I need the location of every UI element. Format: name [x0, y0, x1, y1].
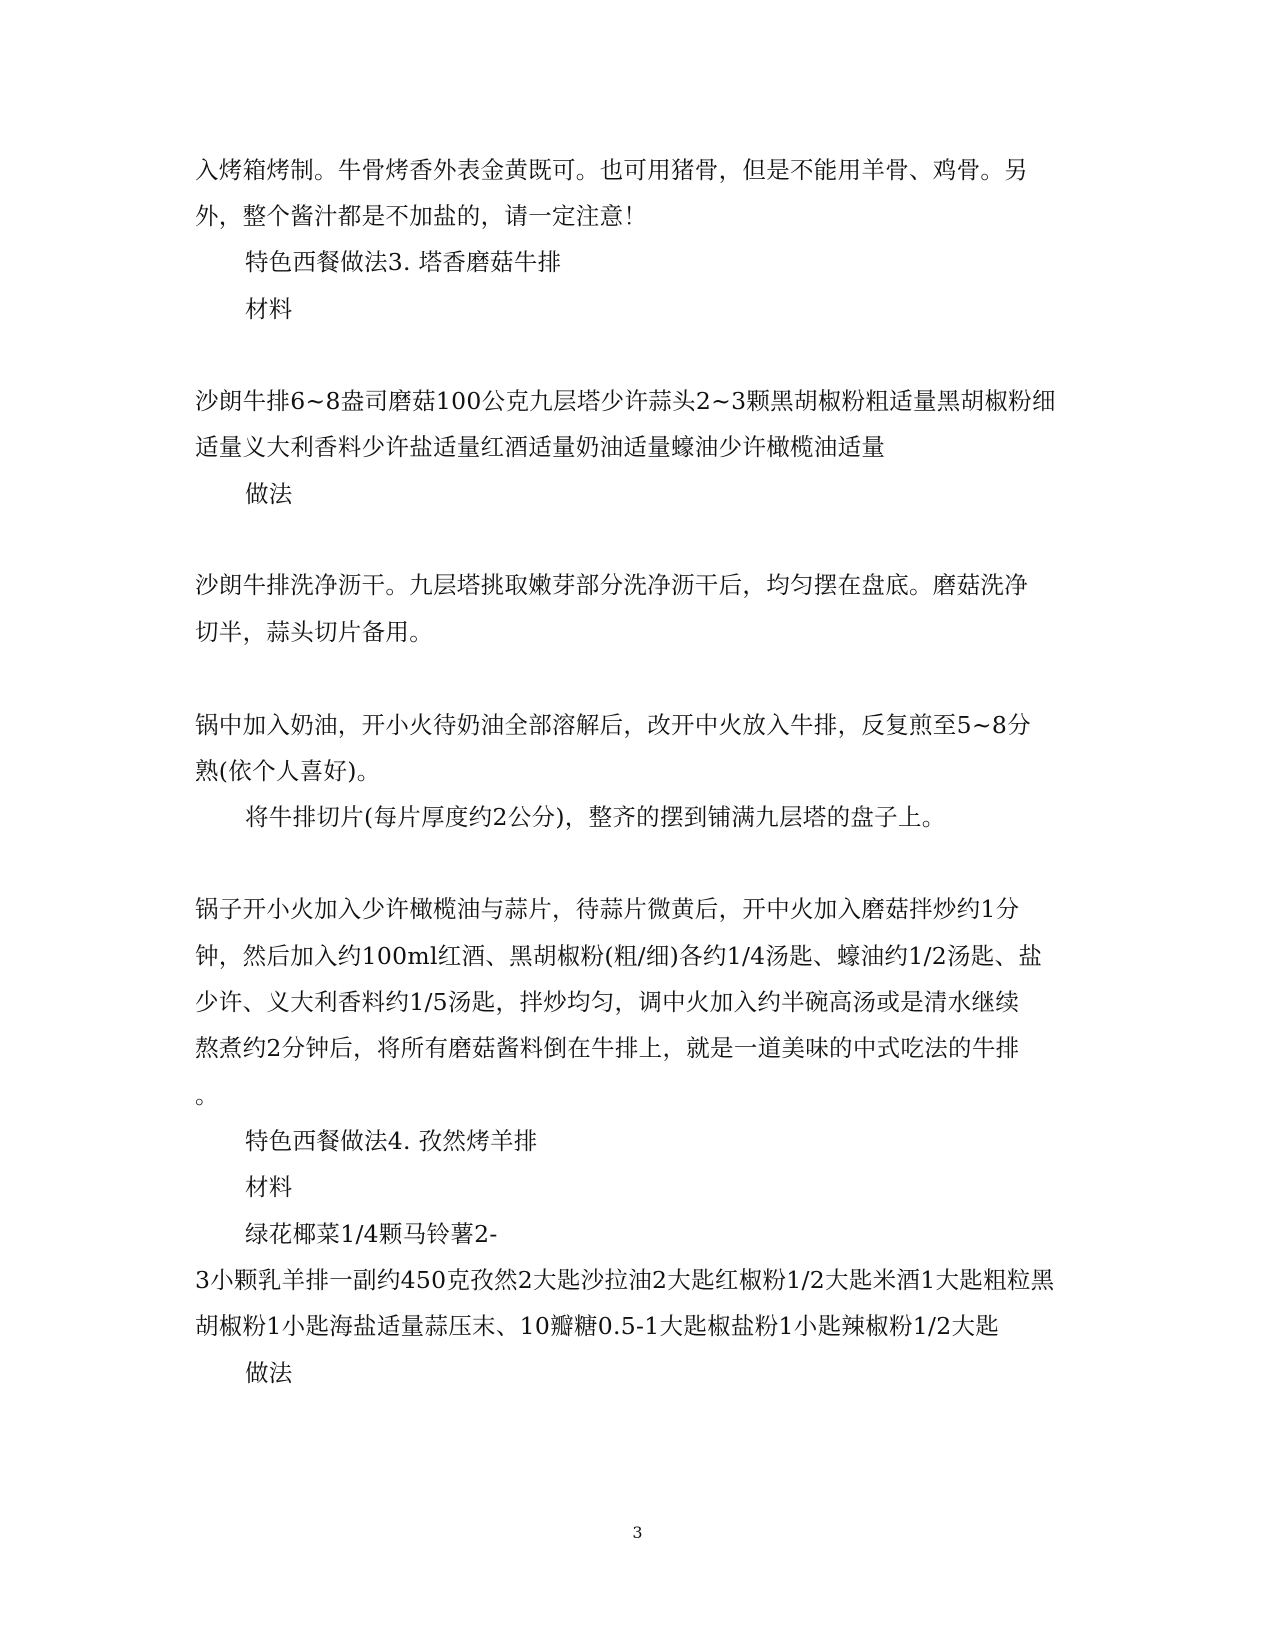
subsection-heading: 做法: [245, 1359, 293, 1387]
subsection-heading: 做法: [245, 480, 293, 508]
subsection-heading: 材料: [245, 1173, 293, 1201]
subsection-heading: 材料: [245, 295, 293, 323]
step-text-line: 熟(依个人喜好)。: [195, 757, 381, 785]
page-number: 3: [632, 1523, 643, 1542]
ingredients-line: 沙朗牛排6~8盎司磨菇100公克九层塔少许蒜头2~3颗黑胡椒粉粗适量黑胡椒粉细: [195, 387, 1056, 415]
step-text-line: 锅子开小火加入少许橄榄油与蒜片，待蒜片微黄后，开中火加入磨菇拌炒约1分: [195, 895, 1020, 923]
step-text-line: 钟，然后加入约100ml红酒、黑胡椒粉(粗/细)各约1/4汤匙、蠔油约1/2汤匙、盐: [195, 942, 1043, 970]
step-text-line: 。: [195, 1081, 219, 1109]
ingredients-line: 适量义大利香料少许盐适量红酒适量奶油适量蠔油少许橄榄油适量: [195, 433, 886, 461]
ingredients-line: 3小颗乳羊排一副约450克孜然2大匙沙拉油2大匙红椒粉1/2大匙米酒1大匙粗粒黑: [195, 1266, 1055, 1294]
step-text-line: 切半，蒜头切片备用。: [195, 618, 433, 646]
ingredients-line: 绿花椰菜1/4颗马铃薯2-: [245, 1220, 498, 1248]
body-text-line: 外，整个酱汁都是不加盐的，请一定注意！: [195, 202, 648, 230]
body-text-line: 入烤箱烤制。牛骨烤香外表金黄既可。也可用猪骨，但是不能用羊骨、鸡骨。另: [195, 156, 1028, 184]
section-heading: 特色西餐做法3. 塔香磨菇牛排: [245, 248, 562, 276]
ingredients-line: 胡椒粉1小匙海盐适量蒜压末、10瓣糖0.5-1大匙椒盐粉1小匙辣椒粉1/2大匙: [195, 1312, 1000, 1340]
step-text-line: 少许、义大利香料约1/5汤匙，拌炒均匀，调中火加入约半碗高汤或是清水继续: [195, 988, 1020, 1016]
step-text-line: 将牛排切片(每片厚度约2公分)，整齐的摆到铺满九层塔的盘子上。: [245, 803, 946, 831]
step-text-line: 熬煮约2分钟后，将所有磨菇酱料倒在牛排上，就是一道美味的中式吃法的牛排: [195, 1034, 1020, 1062]
section-heading: 特色西餐做法4. 孜然烤羊排: [245, 1127, 538, 1155]
step-text-line: 锅中加入奶油，开小火待奶油全部溶解后，改开中火放入牛排，反复煎至5~8分: [195, 711, 1031, 739]
step-text-line: 沙朗牛排洗净沥干。九层塔挑取嫩芽部分洗净沥干后，均匀摆在盘底。磨菇洗净: [195, 571, 1028, 599]
